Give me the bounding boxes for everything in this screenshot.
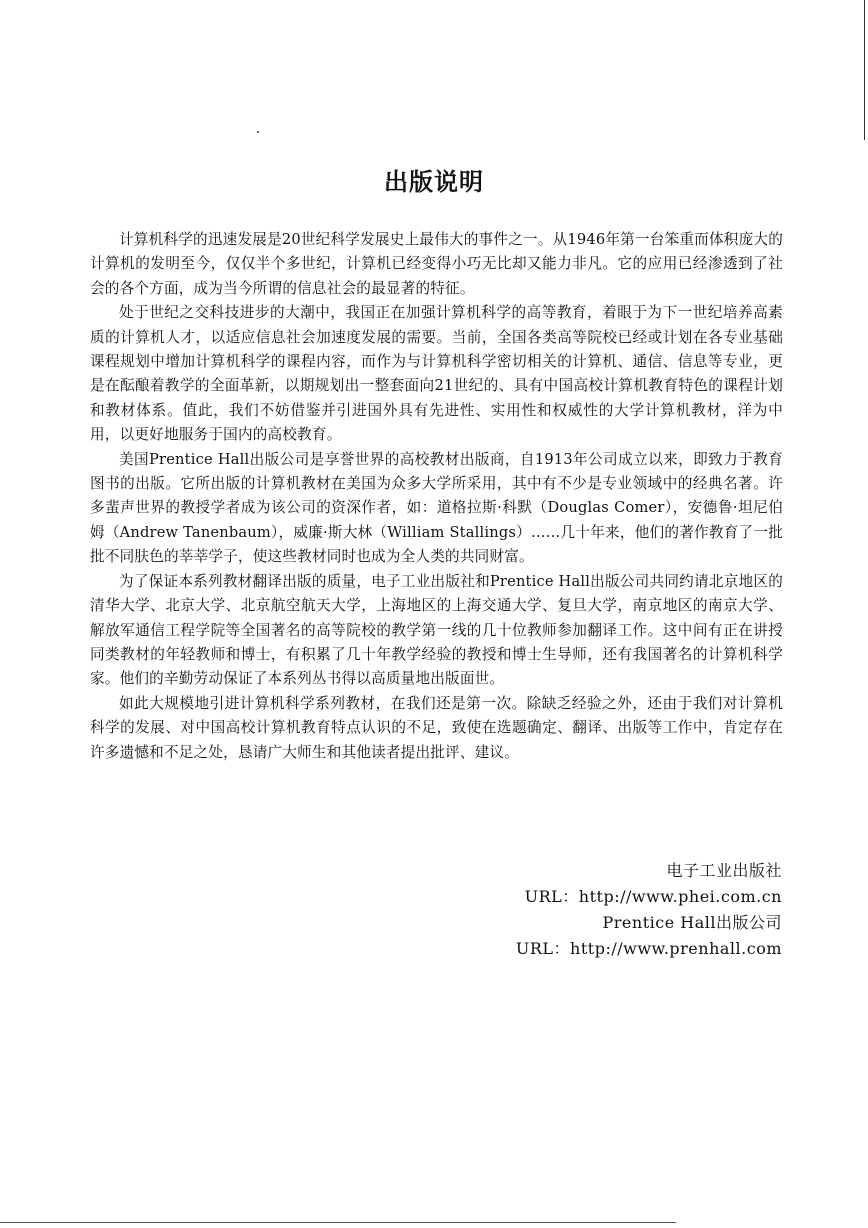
url-prentice-hall: URL：http://www.prenhall.com (515, 939, 782, 958)
bottom-rule (0, 1222, 676, 1223)
signature-block (516, 858, 782, 962)
scan-speck (257, 131, 259, 133)
paragraph-1: 计算机科学的迅速发展是20世纪科学发展史上最伟大的事件之一。从1946年第一台笨重而体积庞大的计算机的发明至今，仅仅半个多世纪，计算机已经变得小巧无比却又能力非凡。它的应用已经渗透到了社会的各个方面，成为当今所谓的信息社会的最显著的特征。 (90, 231, 783, 297)
publisher-name-phei: 电子工业出版社 (666, 861, 782, 880)
body-text (90, 228, 783, 765)
paragraph-3: 美国Prentice Hall出版公司是享誉世界的高校教材出版商，自1913年公司成立以来，即致力于教育图书的出版。它所出版的计算机教材在美国为众多大学所采用，其中有不少是专业领域中的经典名著。许多蜚声世界的教授学者成为该公司的资深作者，如：道格拉斯·科默（Douglas Comer），安德鲁·坦尼伯姆（Andrew Tanenbaum），威廉·斯大林（William Stallings）……几十年来，他们的著作教育了一批批不同肤色的莘莘学子，使这些教材同时也成为全人类的共同财富。 (90, 450, 783, 566)
paragraph-4: 为了保证本系列教材翻译出版的质量，电子工业出版社和Prentice Hall出版公司共同约请北京地区的清华大学、北京大学、北京航空航天大学，上海地区的上海交通大学、复旦大学，南京地区的南京大学、解放军通信工程学院等全国著名的高等院校的教学第一线的几十位教师参加翻译工作。这中间有正在讲授同类教材的年轻教师和博士，有积累了几十年教学经验的教授和博士生导师，还有我国著名的计算机科学家。他们的辛勤劳动保证了本系列丛书得以高质量地出版面世。 (90, 572, 783, 688)
url-phei: URL：http://www.phei.com.cn (524, 887, 782, 906)
scan-edge-line (864, 0, 865, 140)
publisher-name-prentice-hall: Prentice Hall出版公司 (602, 913, 782, 932)
paragraph-5: 如此大规模地引进计算机科学系列教材，在我们还是第一次。除缺乏经验之外，还由于我们对计算机科学的发展、对中国高校计算机教育特点认识的不足，致使在选题确定、翻译、出版等工作中，肯定存在许多遗憾和不足之处，恳请广大师生和其他读者提出批评、建议。 (90, 694, 783, 761)
page-title: 出版说明 (384, 168, 484, 197)
paragraph-2: 处于世纪之交科技进步的大潮中，我国正在加强计算机科学的高等教育，着眼于为下一世纪培养高素质的计算机人才，以适应信息社会加速度发展的需要。当前，全国各类高等院校已经或计划在各专业基础课程规划中增加计算机科学的课程内容，而作为与计算机科学密切相关的计算机、通信、信息等专业，更是在酝酿着教学的全面革新，以期规划出一整套面向21世纪的、具有中国高校计算机教育特色的课程计划和教材体系。值此，我们不妨借鉴并引进国外具有先进性、实用性和权威性的大学计算机教材，洋为中用，以更好地服务于国内的高校教育。 (90, 304, 783, 444)
